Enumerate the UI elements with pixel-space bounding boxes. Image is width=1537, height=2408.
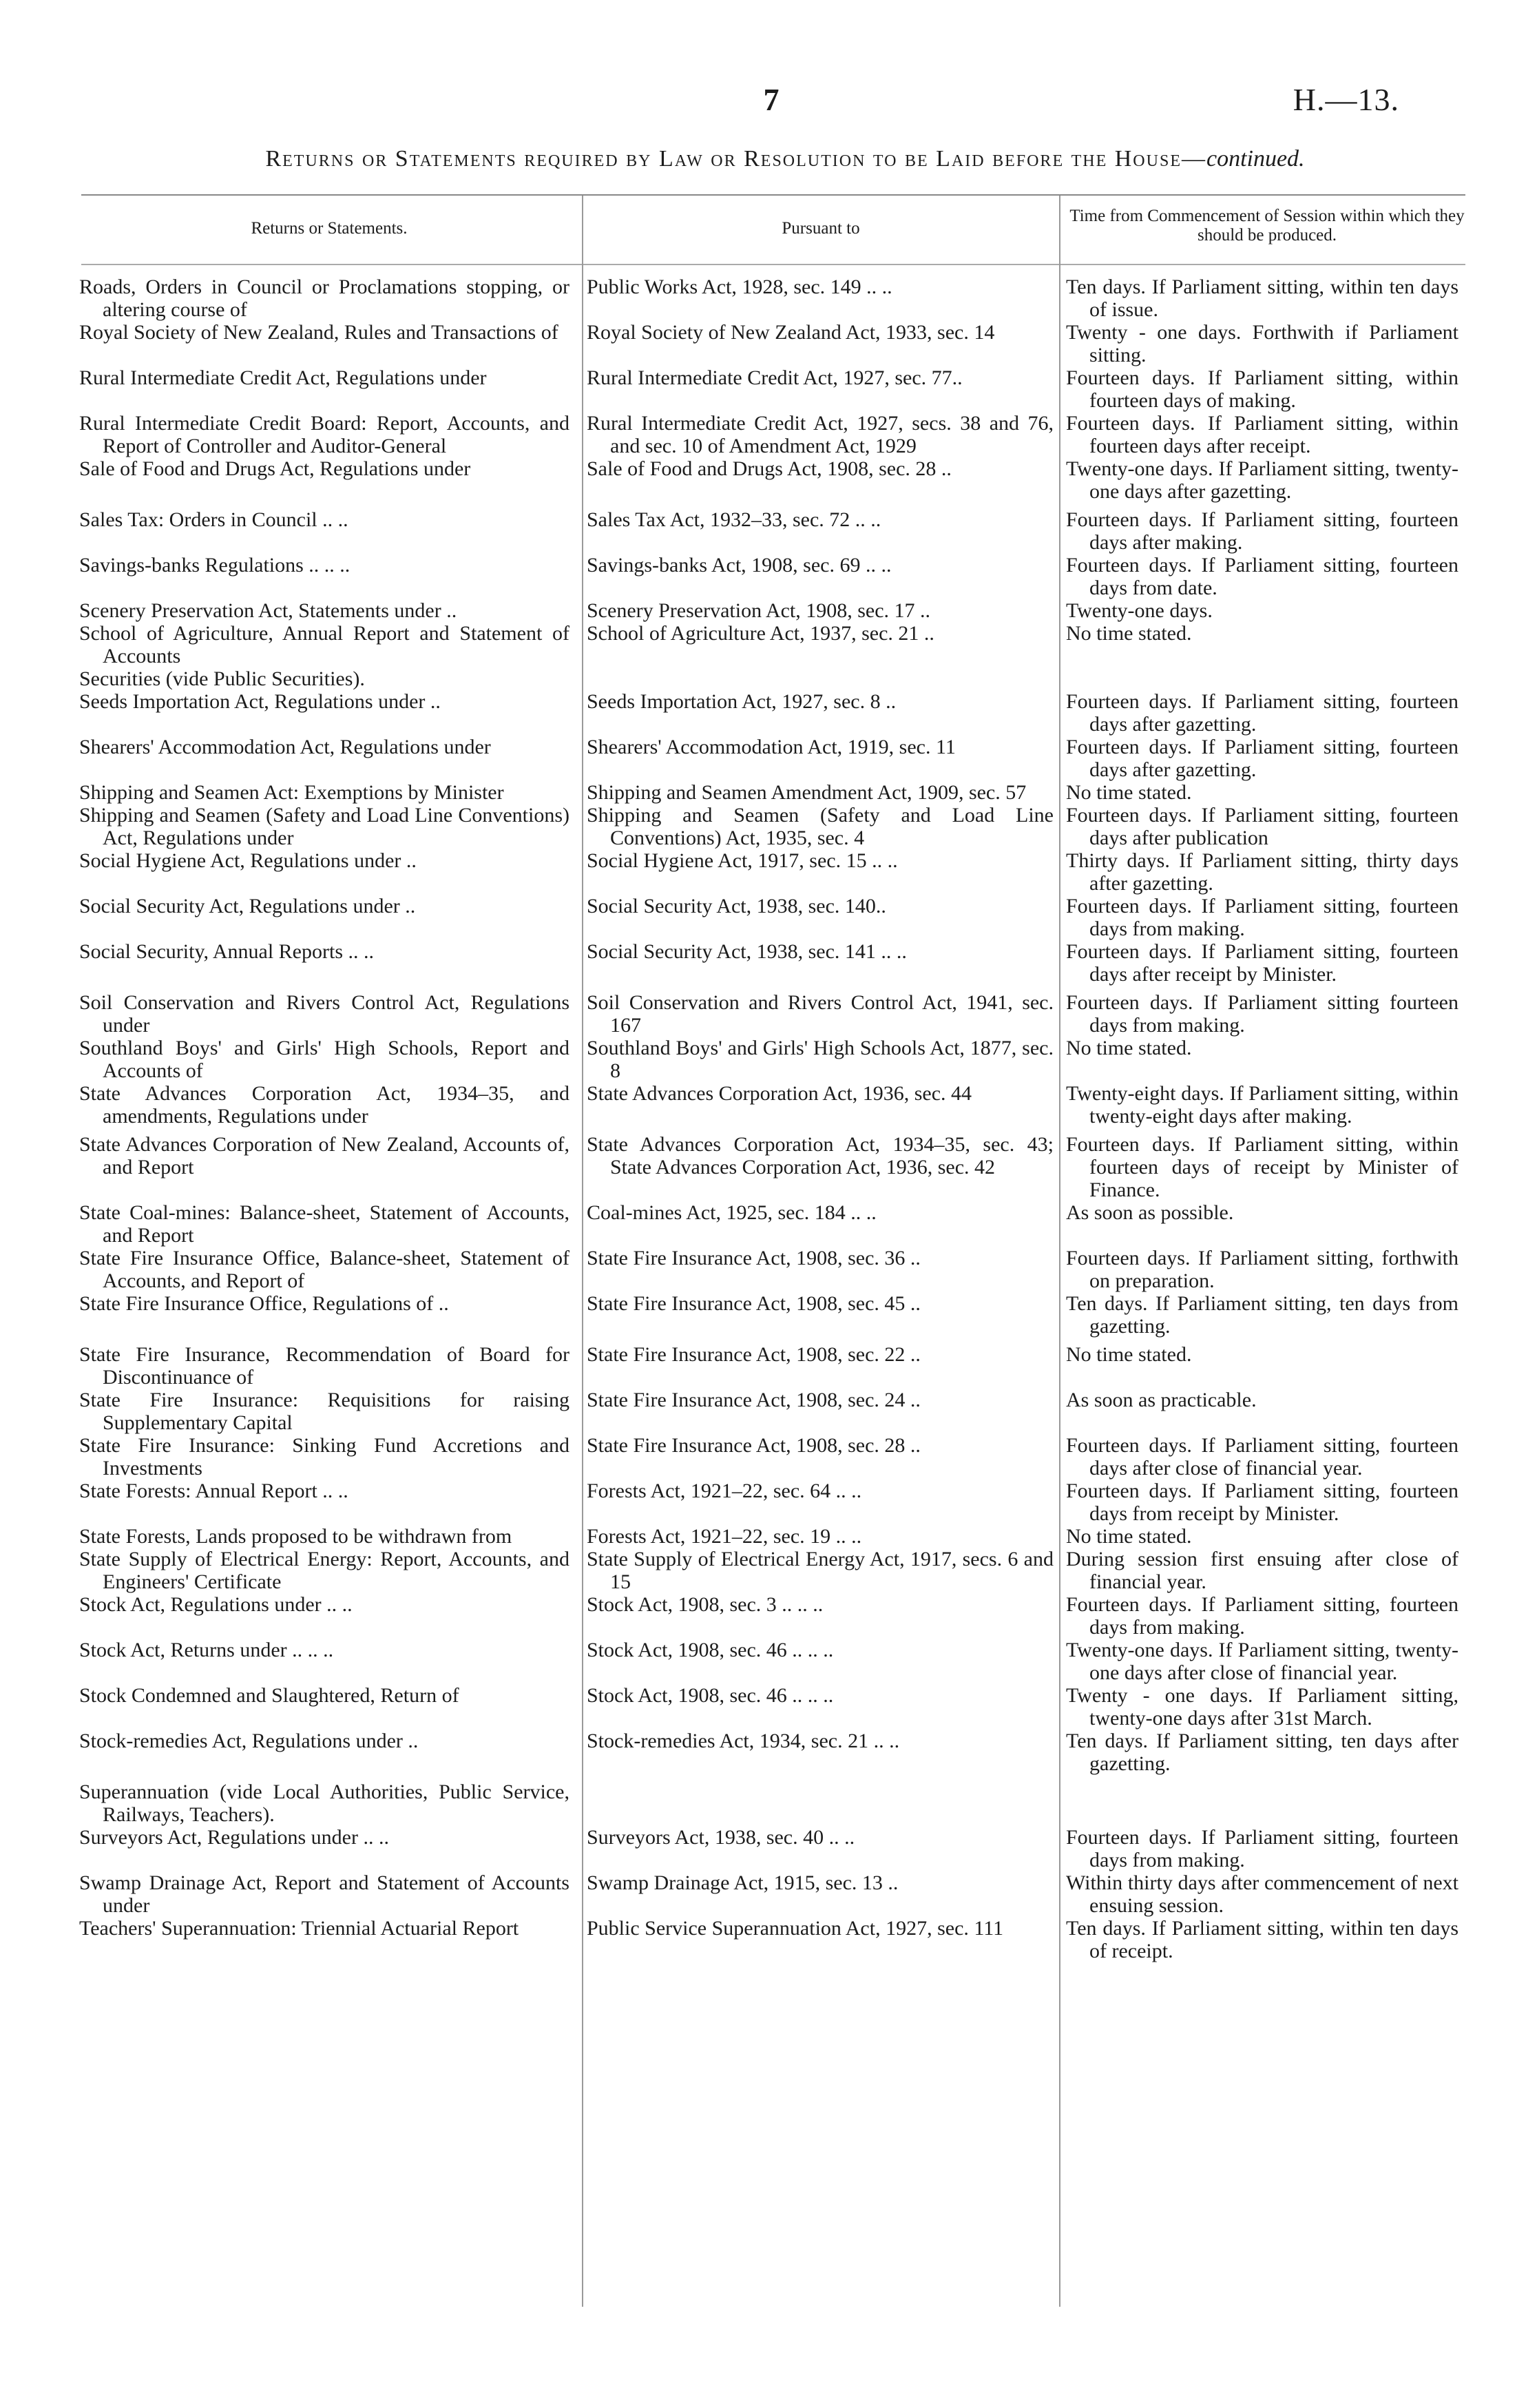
return-cell: State Fire Insurance Office, Balance-sheet, Statement of Accounts, and Report of <box>79 1247 569 1292</box>
time-cell: Fourteen days. If Parliament sitting, fourteen days after gazetting. <box>1066 690 1458 736</box>
pursuant-cell: State Supply of Electrical Energy Act, 1917, secs. 6 and 15 <box>587 1548 1054 1593</box>
table-row <box>79 736 1470 781</box>
table-row <box>79 1133 1470 1201</box>
table-row <box>79 457 1470 503</box>
return-cell: State Fire Insurance Office, Regulations of .. <box>79 1292 449 1315</box>
table-row <box>79 1639 1470 1684</box>
return-cell: Social Security, Annual Reports .. .. <box>79 940 374 963</box>
pursuant-cell: Forests Act, 1921–22, sec. 19 .. .. <box>587 1525 862 1548</box>
pursuant-cell: Surveyors Act, 1938, sec. 40 .. .. <box>587 1826 855 1849</box>
return-cell: Shearers' Accommodation Act, Regulations under <box>79 736 491 758</box>
return-cell: State Advances Corporation Act, 1934–35, and amendments, Regulations under <box>79 1082 569 1128</box>
return-cell: Sale of Food and Drugs Act, Regulations under <box>79 457 471 480</box>
time-cell: Fourteen days. If Parliament sitting, forthwith on preparation. <box>1066 1247 1458 1292</box>
return-cell: Stock Act, Regulations under .. .. <box>79 1593 353 1616</box>
time-cell: Fourteen days. If Parliament sitting, fourteen days from date. <box>1066 554 1458 599</box>
table-row <box>79 804 1470 849</box>
table-row <box>79 1082 1470 1128</box>
pursuant-cell: State Fire Insurance Act, 1908, sec. 28 .. <box>587 1434 921 1457</box>
document-reference: H.—13. <box>1293 82 1399 117</box>
pursuant-cell: Social Security Act, 1938, sec. 141 .. .. <box>587 940 907 963</box>
table-row <box>79 1871 1470 1917</box>
time-cell: Fourteen days. If Parliament sitting fourteen days from making. <box>1066 991 1458 1037</box>
table-row <box>79 599 1470 622</box>
pursuant-cell: Stock-remedies Act, 1934, sec. 21 .. .. <box>587 1730 900 1752</box>
pursuant-cell: State Fire Insurance Act, 1908, sec. 24 .. <box>587 1389 921 1411</box>
time-cell: During session first ensuing after close of financial year. <box>1066 1548 1458 1593</box>
page-title <box>114 146 1456 172</box>
time-cell: Fourteen days. If Parliament sitting, fourteen days after close of financial year. <box>1066 1434 1458 1480</box>
pursuant-cell: Scenery Preservation Act, 1908, sec. 17 .. <box>587 599 931 622</box>
time-cell: Twenty-eight days. If Parliament sitting, within twenty-eight days after making. <box>1066 1082 1458 1128</box>
table-row <box>79 1593 1470 1639</box>
time-cell: Twenty-one days. <box>1066 599 1213 622</box>
table-row <box>79 1343 1470 1389</box>
pursuant-cell: Forests Act, 1921–22, sec. 64 .. .. <box>587 1480 862 1502</box>
pursuant-cell: Social Security Act, 1938, sec. 140.. <box>587 895 886 917</box>
pursuant-cell: State Fire Insurance Act, 1908, sec. 36 .. <box>587 1247 921 1269</box>
table-row <box>79 622 1470 667</box>
pursuant-cell: Social Hygiene Act, 1917, sec. 15 .. .. <box>587 849 898 872</box>
time-cell: Fourteen days. If Parliament sitting, within fourteen days of receipt by Minister of Finance. <box>1066 1133 1458 1201</box>
return-cell: Teachers' Superannuation: Triennial Actuarial Report <box>79 1917 519 1940</box>
time-cell: Fourteen days. If Parliament sitting, fourteen days after receipt by Minister. <box>1066 940 1458 986</box>
return-cell: Soil Conservation and Rivers Control Act, Regulations under <box>79 991 569 1037</box>
return-cell: Rural Intermediate Credit Board: Report, Accounts, and Report of Controller and Auditor-General <box>79 412 569 457</box>
table-row <box>79 1247 1470 1292</box>
pursuant-cell: State Fire Insurance Act, 1908, sec. 45 .. <box>587 1292 921 1315</box>
table-row <box>79 1525 1470 1548</box>
time-cell: Ten days. If Parliament sitting, ten days after gazetting. <box>1066 1730 1458 1775</box>
return-cell: Savings-banks Regulations .. .. .. <box>79 554 351 577</box>
page-number: 7 <box>763 82 780 117</box>
time-cell: Ten days. If Parliament sitting, within ten days of receipt. <box>1066 1917 1458 1962</box>
pursuant-cell: Coal-mines Act, 1925, sec. 184 .. .. <box>587 1201 877 1224</box>
pursuant-cell: Swamp Drainage Act, 1915, sec. 13 .. <box>587 1871 899 1894</box>
time-cell <box>1066 1781 1458 1826</box>
return-cell: Rural Intermediate Credit Act, Regulations under <box>79 366 487 389</box>
time-cell: No time stated. <box>1066 1343 1192 1366</box>
pursuant-cell: Shipping and Seamen (Safety and Load Line Conventions) Act, 1935, sec. 4 <box>587 804 1054 849</box>
return-cell: Southland Boys' and Girls' High Schools, Report and Accounts of <box>79 1037 569 1082</box>
time-cell: Fourteen days. If Parliament sitting, fourteen days from making. <box>1066 895 1458 940</box>
return-cell: State Forests, Lands proposed to be withdrawn from <box>79 1525 512 1548</box>
pursuant-cell: Sale of Food and Drugs Act, 1908, sec. 28 .. <box>587 457 952 480</box>
table-row <box>79 1480 1470 1525</box>
table-row <box>79 1917 1470 1962</box>
return-cell: State Fire Insurance, Recommendation of Board for Discontinuance of <box>79 1343 569 1389</box>
pursuant-cell: State Fire Insurance Act, 1908, sec. 22 .. <box>587 1343 921 1366</box>
table-row <box>79 667 1470 690</box>
time-cell: Fourteen days. If Parliament sitting, within fourteen days of making. <box>1066 366 1458 412</box>
time-cell <box>1066 667 1458 690</box>
return-cell: Stock Act, Returns under .. .. .. <box>79 1639 334 1661</box>
time-cell: Twenty - one days. If Parliament sitting, twenty-one days after 31st March. <box>1066 1684 1458 1730</box>
time-cell: As soon as practicable. <box>1066 1389 1257 1411</box>
pursuant-cell: Seeds Importation Act, 1927, sec. 8 .. <box>587 690 897 713</box>
time-cell: Fourteen days. If Parliament sitting, fourteen days from making. <box>1066 1593 1458 1639</box>
pursuant-cell: Shipping and Seamen Amendment Act, 1909, sec. 57 <box>587 781 1027 804</box>
table-row <box>79 321 1470 366</box>
time-cell: Thirty days. If Parliament sitting, thirty days after gazetting. <box>1066 849 1458 895</box>
table-row <box>79 276 1470 321</box>
table-row <box>79 1201 1470 1247</box>
page-title-main: Returns or Statements required by Law or Resolution to be Laid before the House— <box>265 146 1206 172</box>
pursuant-cell: Savings-banks Act, 1908, sec. 69 .. .. <box>587 554 892 577</box>
time-cell: No time stated. <box>1066 1037 1192 1059</box>
table-row <box>79 366 1470 412</box>
return-cell: Social Security Act, Regulations under .. <box>79 895 416 917</box>
header-rule <box>81 194 1465 196</box>
table-row <box>79 781 1470 804</box>
table-row <box>79 1292 1470 1338</box>
return-cell: State Coal-mines: Balance-sheet, Statement of Accounts, and Report <box>79 1201 569 1247</box>
table-row <box>79 1684 1470 1730</box>
pursuant-cell: Shearers' Accommodation Act, 1919, sec. 11 <box>587 736 956 758</box>
time-cell: No time stated. <box>1066 1525 1192 1548</box>
pursuant-cell: Stock Act, 1908, sec. 3 .. .. .. <box>587 1593 824 1616</box>
time-cell: Fourteen days. If Parliament sitting, within fourteen days after receipt. <box>1066 412 1458 457</box>
return-cell: Seeds Importation Act, Regulations under .. <box>79 690 441 713</box>
table-row <box>79 895 1470 940</box>
return-cell: State Fire Insurance: Sinking Fund Accretions and Investments <box>79 1434 569 1480</box>
time-cell: Twenty - one days. Forthwith if Parliament sitting. <box>1066 321 1458 366</box>
table-row <box>79 1730 1470 1775</box>
table-row <box>79 1037 1470 1082</box>
return-cell: Stock-remedies Act, Regulations under .. <box>79 1730 419 1752</box>
time-cell: Twenty-one days. If Parliament sitting, twenty-one days after gazetting. <box>1066 457 1458 503</box>
table-row <box>79 690 1470 736</box>
return-cell: Shipping and Seamen (Safety and Load Line Conventions) Act, Regulations under <box>79 804 569 849</box>
return-cell: State Fire Insurance: Requisitions for raising Supplementary Capital <box>79 1389 569 1434</box>
return-cell: Superannuation (vide Local Authorities, Public Service, Railways, Teachers). <box>79 1781 569 1826</box>
table-row <box>79 849 1470 895</box>
time-cell: As soon as possible. <box>1066 1201 1234 1224</box>
table-row <box>79 1548 1470 1593</box>
time-cell: Ten days. If Parliament sitting, within ten days of issue. <box>1066 276 1458 321</box>
time-cell: No time stated. <box>1066 622 1192 645</box>
pursuant-cell: School of Agriculture Act, 1937, sec. 21 .. <box>587 622 934 645</box>
time-cell: Fourteen days. If Parliament sitting, fourteen days from receipt by Minister. <box>1066 1480 1458 1525</box>
return-cell: Roads, Orders in Council or Proclamations stopping, or altering course of <box>79 276 569 321</box>
table-row <box>79 412 1470 457</box>
pursuant-cell: Royal Society of New Zealand Act, 1933, sec. 14 <box>587 321 995 344</box>
return-cell: Stock Condemned and Slaughtered, Return of <box>79 1684 459 1707</box>
page-title-continued: continued. <box>1206 146 1305 172</box>
return-cell: State Advances Corporation of New Zealand, Accounts of, and Report <box>79 1133 569 1179</box>
pursuant-cell: State Advances Corporation Act, 1934–35, sec. 43; State Advances Corporation Act, 1936, sec. 42 <box>587 1133 1054 1179</box>
table-row <box>79 940 1470 986</box>
table-row <box>79 991 1470 1037</box>
time-cell: Ten days. If Parliament sitting, ten days from gazetting. <box>1066 1292 1458 1338</box>
return-cell: Swamp Drainage Act, Report and Statement of Accounts under <box>79 1871 569 1917</box>
table-row <box>79 1781 1470 1826</box>
return-cell: Shipping and Seamen Act: Exemptions by Minister <box>79 781 504 804</box>
pursuant-cell: Stock Act, 1908, sec. 46 .. .. .. <box>587 1684 834 1707</box>
column-header-pursuant: Pursuant to <box>782 219 860 238</box>
time-cell: Fourteen days. If Parliament sitting, fourteen days after publication <box>1066 804 1458 849</box>
column-header-rule <box>81 264 1465 265</box>
pursuant-cell: Public Service Superannuation Act, 1927, sec. 111 <box>587 1917 1004 1940</box>
pursuant-cell: Southland Boys' and Girls' High Schools Act, 1877, sec. 8 <box>587 1037 1054 1082</box>
pursuant-cell: Soil Conservation and Rivers Control Act, 1941, sec. 167 <box>587 991 1054 1037</box>
table-row <box>79 554 1470 599</box>
table-row <box>79 1434 1470 1480</box>
return-cell: Scenery Preservation Act, Statements under .. <box>79 599 457 622</box>
table-row <box>79 1826 1470 1871</box>
pursuant-cell: Stock Act, 1908, sec. 46 .. .. .. <box>587 1639 834 1661</box>
column-header-time: Time from Commencement of Session within which they should be produced. <box>1069 207 1465 245</box>
time-cell: Fourteen days. If Parliament sitting, fourteen days after gazetting. <box>1066 736 1458 781</box>
pursuant-cell <box>587 667 1054 690</box>
return-cell: Surveyors Act, Regulations under .. .. <box>79 1826 389 1849</box>
return-cell: State Supply of Electrical Energy: Report, Accounts, and Engineers' Certificate <box>79 1548 569 1593</box>
return-cell: Royal Society of New Zealand, Rules and Transactions of <box>79 321 558 344</box>
return-cell: Social Hygiene Act, Regulations under .. <box>79 849 417 872</box>
table-row <box>79 1389 1470 1434</box>
pursuant-cell <box>587 1781 1054 1826</box>
column-header-returns: Returns or Statements. <box>251 219 408 238</box>
pursuant-cell: Rural Intermediate Credit Act, 1927, sec. 77.. <box>587 366 963 389</box>
time-cell: Twenty-one days. If Parliament sitting, twenty-one days after close of financial year. <box>1066 1639 1458 1684</box>
time-cell: Fourteen days. If Parliament sitting, fourteen days after making. <box>1066 508 1458 554</box>
return-cell: School of Agriculture, Annual Report and Statement of Accounts <box>79 622 569 667</box>
return-cell: Securities (vide Public Securities). <box>79 667 365 690</box>
pursuant-cell: Sales Tax Act, 1932–33, sec. 72 .. .. <box>587 508 881 531</box>
return-cell: State Forests: Annual Report .. .. <box>79 1480 348 1502</box>
time-cell: Within thirty days after commencement of next ensuing session. <box>1066 1871 1458 1917</box>
return-cell: Sales Tax: Orders in Council .. .. <box>79 508 348 531</box>
table-row <box>79 508 1470 554</box>
pursuant-cell: Rural Intermediate Credit Act, 1927, secs. 38 and 76, and sec. 10 of Amendment Act, 1929 <box>587 412 1054 457</box>
returns-table <box>79 276 1470 1962</box>
pursuant-cell: Public Works Act, 1928, sec. 149 .. .. <box>587 276 892 298</box>
pursuant-cell: State Advances Corporation Act, 1936, sec. 44 <box>587 1082 972 1105</box>
time-cell: No time stated. <box>1066 781 1192 804</box>
time-cell: Fourteen days. If Parliament sitting, fourteen days from making. <box>1066 1826 1458 1871</box>
